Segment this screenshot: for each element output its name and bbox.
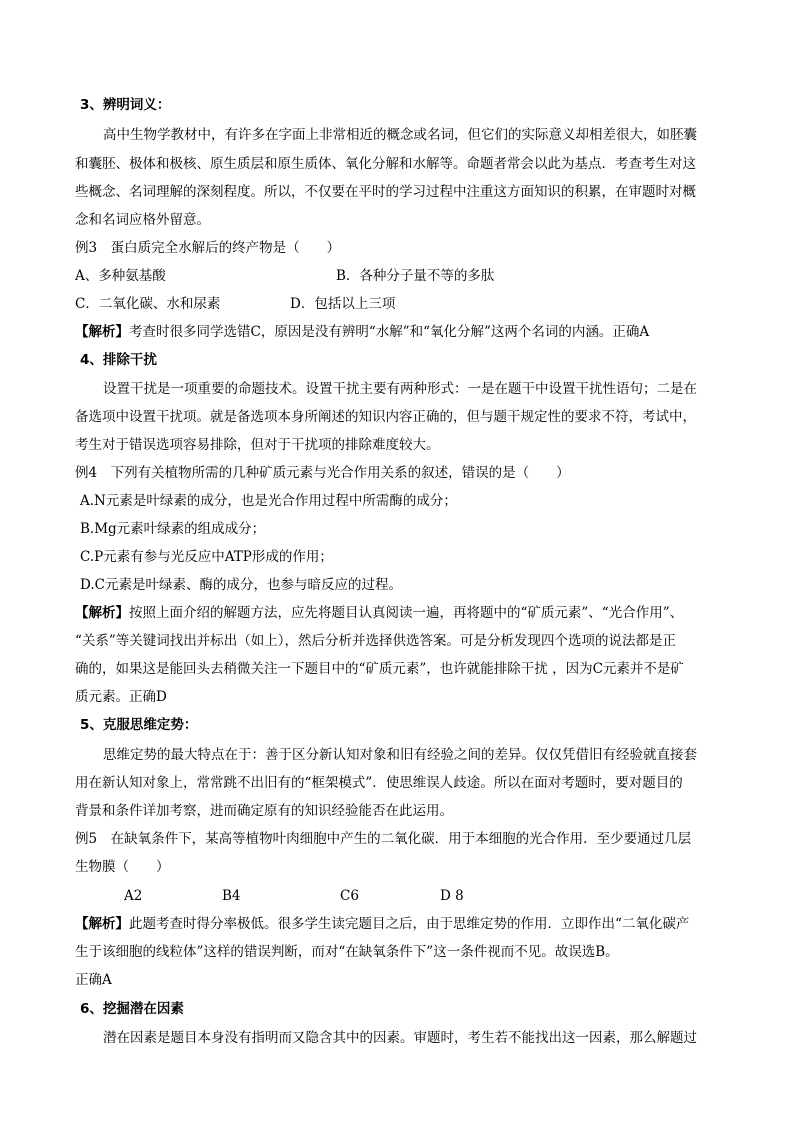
section-5-paragraph-line: 思维定势的最大特点在于：善于区分新认知对象和旧有经验之间的差异。仅仅凭借旧有经验就直接套 xyxy=(103,747,697,763)
analysis-tag: 【解析】 xyxy=(75,605,129,621)
example-5-option-a: A2 xyxy=(124,888,143,904)
section-3-heading: 3、辨明词义： xyxy=(80,97,171,113)
example-5-stem: 生物膜（ ） xyxy=(75,859,170,875)
analysis-tag: 【解析】 xyxy=(75,324,129,340)
section-3-paragraph-line: 高中生物学教材中，有许多在字面上非常相近的概念或名词，但它们的实际意义却相差很大，如胚囊 xyxy=(103,127,697,143)
section-5-heading: 5、克服思维定势： xyxy=(80,717,198,733)
section-5-paragraph-line: 背景和条件详加考察，进而确定原有的知识经验能否在此运用。 xyxy=(75,803,453,819)
example-3-option-a: A、多种氨基酸 xyxy=(75,268,166,284)
example-5-answer: 正确A xyxy=(75,972,112,988)
section-5-paragraph-line: 用在新认知对象上，常常跳不出旧有的“框架模式”．使思维误人歧途。所以在面对考题时，要对题目的 xyxy=(75,775,683,791)
example-5-option-c: C6 xyxy=(340,888,359,904)
example-3-analysis xyxy=(75,322,649,342)
section-6-paragraph-line: 潜在因素是题目本身没有指明而又隐含其中的因素。审题时，考生若不能找出这一因素，那么解题过 xyxy=(103,1030,697,1046)
example-5-stem: 例5 在缺氧条件下，某高等植物叶肉细胞中产生的二氧化碳．用于本细胞的光合作用．至少要通过几层 xyxy=(75,831,692,847)
example-3-option-b: B．各种分子量不等的多肽 xyxy=(336,268,495,284)
section-4-paragraph-line: 考生对于错误选项容易排除，但对于干扰项的排除难度较大。 xyxy=(75,437,440,453)
example-4-option-b: B.Mg元素叶绿素的组成成分； xyxy=(80,521,266,537)
analysis-text: 按照上面介绍的解题方法，应先将题目认真阅读一遍，再将题中的“矿质元素”、“光合作用”、 xyxy=(129,605,684,621)
example-5-option-d: D 8 xyxy=(440,888,464,904)
example-3-option-c: C．二氧化碳、水和尿素 xyxy=(75,296,221,312)
example-4-analysis-line: “关系”等关键词找出并标出（如上），然后分析并选择供选答案。可是分析发现四个选项的说法都是正 xyxy=(75,633,677,649)
example-3-stem: 例3 蛋白质完全水解后的终产物是（ ） xyxy=(75,240,341,256)
section-6-heading: 6、挖掘潜在因素 xyxy=(80,1001,184,1017)
example-5-analysis xyxy=(75,914,689,934)
section-4-heading: 4、排除干扰 xyxy=(80,352,157,368)
section-4-paragraph-line: 设置干扰是一项重要的命题技术。设置干扰主要有两种形式：一是在题干中设置干扰性语句；二是在 xyxy=(103,381,697,397)
example-4-option-c: C.P元素有参与光反应中ATP形成的作用； xyxy=(80,549,333,565)
example-4-option-d: D.C元素是叶绿素、酶的成分，也参与暗反应的过程。 xyxy=(80,577,402,593)
example-4-analysis-line: 质元素。正确D xyxy=(75,689,167,705)
analysis-tag: 【解析】 xyxy=(75,916,129,932)
section-3-paragraph-line: 念和名词应格外留意。 xyxy=(75,212,210,228)
example-4-stem: 例4 下列有关植物所需的几种矿质元素与光合作用关系的叙述，错误的是（ ） xyxy=(75,465,570,481)
example-4-option-a: A.N元素是叶绿素的成分，也是光合作用过程中所需酶的成分； xyxy=(80,493,457,509)
analysis-text: 此题考查时得分率极低。很多学生读完题目之后，由于思维定势的作用．立即作出“二氧化碳产 xyxy=(129,916,690,932)
section-3-paragraph-line: 些概念、名词理解的深刻程度。所以，不仅要在平时的学习过程中注重这方面知识的积累，在审题时对概 xyxy=(75,184,696,200)
section-3-paragraph-line: 和囊胚、极体和极核、原生质层和原生质体、氧化分解和水解等。命题者常会以此为基点．考查考生对这 xyxy=(75,156,696,172)
example-5-option-b: B4 xyxy=(222,888,241,904)
section-4-paragraph-line: 备选项中设置干扰项。就是备选项本身所阐述的知识内容正确的，但与题干规定性的要求不符，考试中， xyxy=(75,409,696,425)
example-4-analysis-line: 确的，如果这是能回头去稍微关注一下题目中的“矿质元素”，也许就能排除干扰 ，因为C元素并不是矿 xyxy=(75,661,684,677)
example-5-analysis-line: 生于该细胞的线粒体”这样的错误判断，而对“在缺氧条件下”这一条件视而不见。故误选B。 xyxy=(75,944,619,960)
analysis-text: 考查时很多同学选错C，原因是没有辨明“水解”和“氧化分解”这两个名词的内涵。正确A xyxy=(129,324,650,340)
example-3-option-d: D．包括以上三项 xyxy=(290,296,396,312)
example-4-analysis xyxy=(75,603,683,623)
